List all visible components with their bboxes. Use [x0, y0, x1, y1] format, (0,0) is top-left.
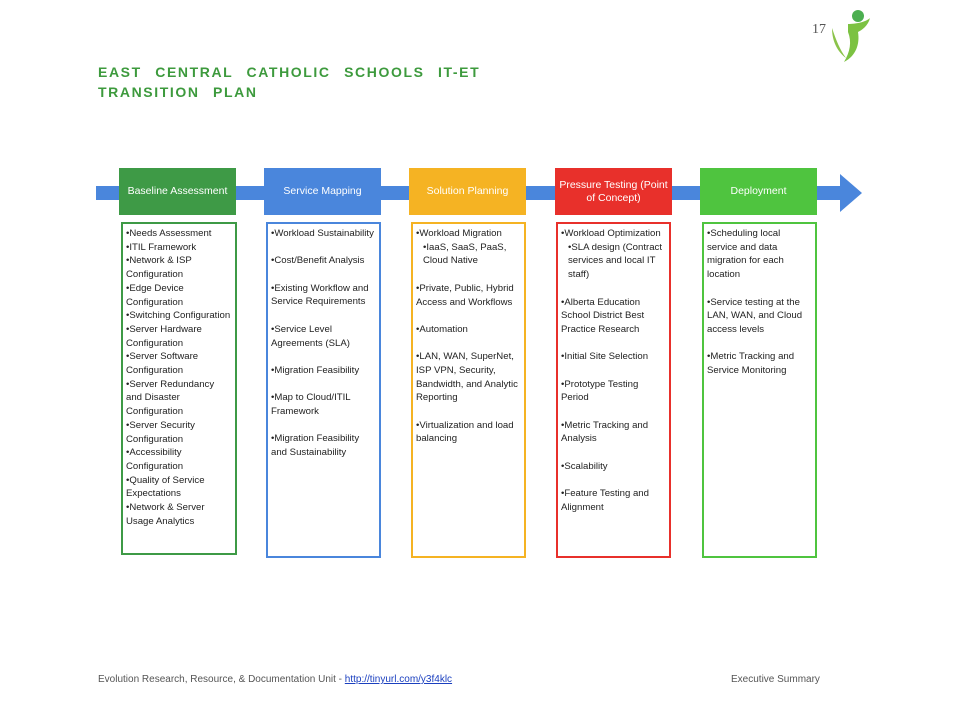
stage-header-5: Deployment [700, 168, 817, 215]
stage-header-3: Solution Planning [409, 168, 526, 215]
stage-box-2 [266, 222, 381, 558]
footer-source [98, 674, 452, 685]
stage-item: •Quality of Service Expectations [126, 474, 205, 500]
stage-item-list [561, 227, 665, 515]
stage-header-2: Service Mapping [264, 168, 381, 215]
arrow-head-icon [840, 174, 862, 212]
stage-item: •ITIL Framework [126, 241, 197, 253]
stage-item: •Server Redundancy and Disaster Configuration [126, 378, 215, 418]
stage-item-list [707, 227, 811, 378]
stage-item: •Feature Testing and Alignment [561, 488, 649, 513]
stage-item: •Automation [416, 323, 468, 335]
stage-item: •Network & Server Usage Analytics [126, 502, 205, 527]
page-title [98, 62, 498, 102]
stage-item: •Accessibility Configuration [126, 447, 184, 472]
stage-item: •Metric Tracking and Analysis [561, 419, 649, 445]
stage-item: •Migration Feasibility and Sustainability [271, 433, 360, 459]
stage-item: •Workload Sustainability [271, 228, 374, 239]
stage-item: •Edge Device Configuration [126, 282, 184, 308]
stage-item: •Metric Tracking and Service Monitoring [707, 351, 795, 376]
footer-link[interactable]: http://tinyurl.com/y3f4klc [344, 674, 453, 685]
stage-item: •Workload Optimization [561, 228, 661, 239]
stage-item: •Existing Workflow and Service Requirements [271, 282, 369, 308]
stage-item: •Initial Site Selection [561, 351, 649, 363]
stage-item: •Server Security Configuration [126, 419, 195, 445]
stage-box-4 [556, 222, 671, 558]
stage-item: •Needs Assessment [126, 228, 212, 239]
stage-item: •Network & ISP Configuration [126, 255, 192, 281]
stage-item: •Migration Feasibility [271, 364, 360, 376]
stage-item: •Service testing at the LAN, WAN, and Cloud access levels [707, 296, 803, 335]
stage-item: •Scalability [561, 460, 608, 472]
stage-box-3 [411, 222, 526, 558]
stage-item: •Prototype Testing Period [561, 378, 639, 404]
stage-item: •LAN, WAN, SuperNet, ISP VPN, Security, Bandwidth, and Analytic Reporting [416, 351, 518, 404]
stage-box-5 [702, 222, 817, 558]
stage-item: •Cost/Benefit Analysis [271, 255, 365, 267]
footer-source-text: Evolution Research, Resource, & Documentation Unit - [98, 674, 345, 685]
stage-item: •Server Hardware Configuration [126, 323, 202, 349]
footer-section-label: Executive Summary [731, 674, 820, 685]
title-line-1: EAST CENTRAL CATHOLIC SCHOOLS IT-ET [98, 64, 481, 80]
stage-item: •Scheduling local service and data migration for each location [707, 228, 784, 281]
stage-box-1 [121, 222, 237, 555]
stage-item-list [126, 227, 231, 528]
stage-item: •Alberta Education School District Best Practice Research [561, 296, 645, 335]
stage-item: •Map to Cloud/ITIL Framework [271, 392, 351, 418]
stage-item: •Server Software Configuration [126, 351, 199, 377]
stage-item: •SLA design (Contract services and local IT staff) [568, 241, 663, 281]
stage-item: •Switching Configuration [126, 310, 231, 322]
stage-item-list [271, 227, 375, 460]
title-line-2: TRANSITION PLAN [98, 84, 258, 100]
stage-item: •Virtualization and load balancing [416, 419, 514, 445]
stage-item: •Workload Migration [416, 228, 502, 239]
page-number: 17 [812, 22, 826, 37]
stage-header-1: Baseline Assessment [119, 168, 236, 215]
stage-item-list [416, 227, 520, 446]
stage-item: •Private, Public, Hybrid Access and Workflows [416, 282, 514, 308]
stage-item: •IaaS, SaaS, PaaS, Cloud Native [423, 241, 507, 267]
stage-header-4: Pressure Testing (Point of Concept) [555, 168, 672, 215]
stage-item: •Service Level Agreements (SLA) [271, 323, 350, 349]
person-swoosh-logo-icon [826, 6, 874, 66]
